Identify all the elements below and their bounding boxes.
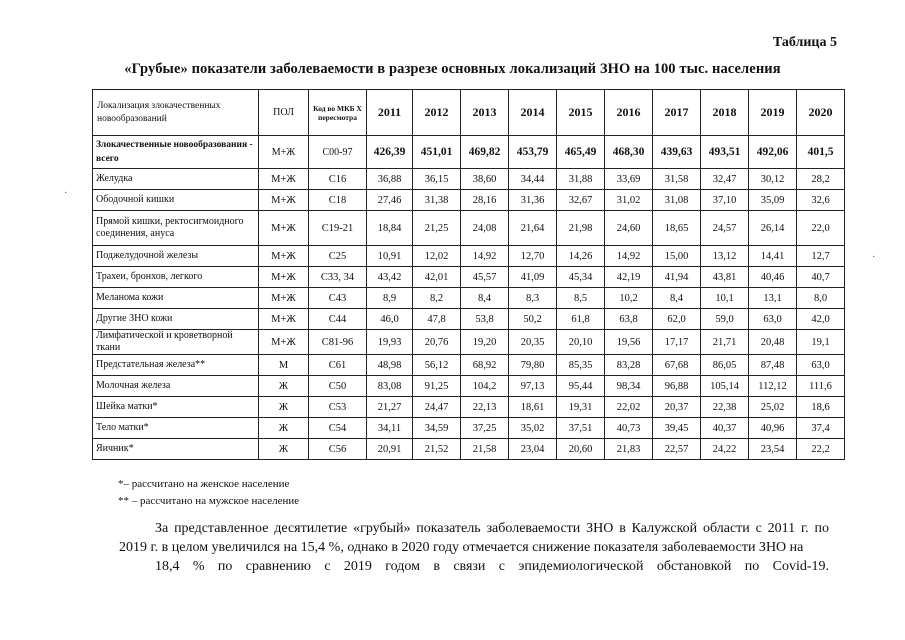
value-cell: 453,79 [509, 136, 557, 169]
value-cell: 40,46 [749, 267, 797, 288]
header-year: 2015 [557, 90, 605, 136]
localization-cell: Меланома кожи [93, 288, 259, 309]
value-cell: 12,70 [509, 246, 557, 267]
value-cell: 41,09 [509, 267, 557, 288]
value-cell: 493,51 [701, 136, 749, 169]
value-cell: 62,0 [653, 309, 701, 330]
value-cell: 68,92 [461, 355, 509, 376]
sex-cell: М+Ж [259, 246, 309, 267]
value-cell: 41,94 [653, 267, 701, 288]
value-cell: 40,37 [701, 418, 749, 439]
table-row [93, 418, 845, 439]
value-cell: 104,2 [461, 376, 509, 397]
table-row [93, 309, 845, 330]
value-cell: 22,0 [797, 211, 845, 246]
table-row [93, 439, 845, 460]
table-row [93, 246, 845, 267]
value-cell: 45,57 [461, 267, 509, 288]
value-cell: 14,41 [749, 246, 797, 267]
localization-cell: Злокачественные новообразования - всего [93, 136, 259, 169]
value-cell: 28,16 [461, 190, 509, 211]
icd-code-cell: С00-97 [309, 136, 367, 169]
value-cell: 13,1 [749, 288, 797, 309]
icd-code-cell: С19-21 [309, 211, 367, 246]
value-cell: 8,3 [509, 288, 557, 309]
value-cell: 22,13 [461, 397, 509, 418]
icd-code-cell: С56 [309, 439, 367, 460]
value-cell: 46,0 [367, 309, 413, 330]
value-cell: 37,51 [557, 418, 605, 439]
value-cell: 465,49 [557, 136, 605, 169]
sex-cell: Ж [259, 376, 309, 397]
value-cell: 39,45 [653, 418, 701, 439]
footnote-male: ** – рассчитано на мужское население [118, 495, 300, 507]
icd-code-cell: С43 [309, 288, 367, 309]
value-cell: 85,35 [557, 355, 605, 376]
value-cell: 27,46 [367, 190, 413, 211]
value-cell: 21,52 [413, 439, 461, 460]
value-cell: 18,61 [509, 397, 557, 418]
icd-code-cell: С54 [309, 418, 367, 439]
value-cell: 31,88 [557, 169, 605, 190]
paragraph-body: За представленное десятилетие «грубый» показатель заболеваемости ЗНО в Калужской области с 2011 г. по 2019 г. в целом увеличился на 15,4 %, однако в 2020 году отмечается снижение показателя заболеваемости ЗНО на [119, 521, 829, 555]
value-cell: 42,0 [797, 309, 845, 330]
header-year: 2013 [461, 90, 509, 136]
value-cell: 34,59 [413, 418, 461, 439]
value-cell: 21,25 [413, 211, 461, 246]
value-cell: 63,8 [605, 309, 653, 330]
icd-code-cell: С16 [309, 169, 367, 190]
sex-cell: М+Ж [259, 330, 309, 355]
value-cell: 19,1 [797, 330, 845, 355]
table-row [93, 288, 845, 309]
header-year: 2014 [509, 90, 557, 136]
icd-code-cell: С25 [309, 246, 367, 267]
value-cell: 19,31 [557, 397, 605, 418]
value-cell: 50,2 [509, 309, 557, 330]
sex-cell: Ж [259, 397, 309, 418]
value-cell: 10,2 [605, 288, 653, 309]
localization-cell: Другие ЗНО кожи [93, 309, 259, 330]
value-cell: 20,91 [367, 439, 413, 460]
margin-mark: · [64, 188, 68, 199]
value-cell: 8,2 [413, 288, 461, 309]
value-cell: 86,05 [701, 355, 749, 376]
value-cell: 20,48 [749, 330, 797, 355]
value-cell: 63,0 [797, 355, 845, 376]
value-cell: 24,60 [605, 211, 653, 246]
footnote-female: *– рассчитано на женское население [118, 478, 290, 490]
value-cell: 17,17 [653, 330, 701, 355]
header-year: 2019 [749, 90, 797, 136]
value-cell: 20,37 [653, 397, 701, 418]
header-year: 2017 [653, 90, 701, 136]
value-cell: 8,4 [461, 288, 509, 309]
value-cell: 96,88 [653, 376, 701, 397]
table-label: Таблица 5 [772, 35, 837, 50]
value-cell: 21,64 [509, 211, 557, 246]
sex-cell: М+Ж [259, 169, 309, 190]
sex-cell: М+Ж [259, 190, 309, 211]
value-cell: 67,68 [653, 355, 701, 376]
table-row [93, 267, 845, 288]
value-cell: 26,14 [749, 211, 797, 246]
value-cell: 47,8 [413, 309, 461, 330]
value-cell: 24,47 [413, 397, 461, 418]
value-cell: 45,34 [557, 267, 605, 288]
value-cell: 32,6 [797, 190, 845, 211]
header-localization: Локализация злокачественных новообразований [93, 90, 259, 136]
icd-code-cell: С50 [309, 376, 367, 397]
page-title: «Грубые» показатели заболеваемости в разрезе основных локализаций ЗНО на 100 тыс. населения [124, 61, 781, 77]
value-cell: 10,1 [701, 288, 749, 309]
margin-mark: · [872, 252, 876, 263]
summary-paragraph [119, 519, 829, 576]
header-year: 2016 [605, 90, 653, 136]
value-cell: 21,98 [557, 211, 605, 246]
table-row [93, 169, 845, 190]
incidence-table [92, 89, 845, 460]
value-cell: 83,28 [605, 355, 653, 376]
value-cell: 8,4 [653, 288, 701, 309]
localization-cell: Трахеи, бронхов, легкого [93, 267, 259, 288]
value-cell: 21,27 [367, 397, 413, 418]
icd-code-cell: С33, 34 [309, 267, 367, 288]
header-year: 2012 [413, 90, 461, 136]
value-cell: 21,71 [701, 330, 749, 355]
localization-cell: Поджелудочной железы [93, 246, 259, 267]
value-cell: 20,35 [509, 330, 557, 355]
value-cell: 36,15 [413, 169, 461, 190]
value-cell: 30,12 [749, 169, 797, 190]
value-cell: 32,67 [557, 190, 605, 211]
value-cell: 79,80 [509, 355, 557, 376]
value-cell: 56,12 [413, 355, 461, 376]
value-cell: 24,08 [461, 211, 509, 246]
table-row [93, 355, 845, 376]
value-cell: 439,63 [653, 136, 701, 169]
value-cell: 401,5 [797, 136, 845, 169]
value-cell: 19,56 [605, 330, 653, 355]
value-cell: 18,84 [367, 211, 413, 246]
value-cell: 43,81 [701, 267, 749, 288]
sex-cell: М [259, 355, 309, 376]
value-cell: 20,60 [557, 439, 605, 460]
value-cell: 31,38 [413, 190, 461, 211]
value-cell: 10,91 [367, 246, 413, 267]
sex-cell: М+Ж [259, 136, 309, 169]
value-cell: 12,02 [413, 246, 461, 267]
table-header-row [93, 90, 845, 136]
value-cell: 111,6 [797, 376, 845, 397]
value-cell: 21,83 [605, 439, 653, 460]
value-cell: 15,00 [653, 246, 701, 267]
localization-cell: Тело матки* [93, 418, 259, 439]
localization-cell: Лимфатической и кроветворной ткани [93, 330, 259, 355]
value-cell: 35,09 [749, 190, 797, 211]
value-cell: 23,54 [749, 439, 797, 460]
value-cell: 18,65 [653, 211, 701, 246]
localization-cell: Предстательная железа** [93, 355, 259, 376]
value-cell: 14,92 [605, 246, 653, 267]
value-cell: 24,22 [701, 439, 749, 460]
value-cell: 19,20 [461, 330, 509, 355]
value-cell: 40,96 [749, 418, 797, 439]
value-cell: 13,12 [701, 246, 749, 267]
value-cell: 95,44 [557, 376, 605, 397]
localization-cell: Прямой кишки, ректосигмоидного соединения, ануса [93, 211, 259, 246]
value-cell: 8,0 [797, 288, 845, 309]
value-cell: 31,58 [653, 169, 701, 190]
table-row [93, 136, 845, 169]
value-cell: 19,93 [367, 330, 413, 355]
value-cell: 87,48 [749, 355, 797, 376]
header-year: 2020 [797, 90, 845, 136]
value-cell: 14,26 [557, 246, 605, 267]
localization-cell: Желудка [93, 169, 259, 190]
localization-cell: Шейка матки* [93, 397, 259, 418]
sex-cell: М+Ж [259, 309, 309, 330]
sex-cell: М+Ж [259, 267, 309, 288]
header-year: 2018 [701, 90, 749, 136]
sex-cell: Ж [259, 439, 309, 460]
value-cell: 33,69 [605, 169, 653, 190]
value-cell: 37,10 [701, 190, 749, 211]
value-cell: 31,02 [605, 190, 653, 211]
value-cell: 34,44 [509, 169, 557, 190]
value-cell: 98,34 [605, 376, 653, 397]
value-cell: 23,04 [509, 439, 557, 460]
table-row [93, 376, 845, 397]
value-cell: 42,01 [413, 267, 461, 288]
value-cell: 61,8 [557, 309, 605, 330]
sex-cell: М+Ж [259, 211, 309, 246]
icd-code-cell: С18 [309, 190, 367, 211]
footnotes [118, 476, 299, 510]
value-cell: 38,60 [461, 169, 509, 190]
table-row [93, 211, 845, 246]
value-cell: 48,98 [367, 355, 413, 376]
value-cell: 24,57 [701, 211, 749, 246]
value-cell: 42,19 [605, 267, 653, 288]
value-cell: 31,36 [509, 190, 557, 211]
value-cell: 25,02 [749, 397, 797, 418]
value-cell: 34,11 [367, 418, 413, 439]
localization-cell: Молочная железа [93, 376, 259, 397]
header-year: 2011 [367, 90, 413, 136]
table-row [93, 330, 845, 355]
value-cell: 59,0 [701, 309, 749, 330]
table-row [93, 397, 845, 418]
icd-code-cell: С44 [309, 309, 367, 330]
icd-code-cell: С81-96 [309, 330, 367, 355]
value-cell: 469,82 [461, 136, 509, 169]
value-cell: 12,7 [797, 246, 845, 267]
value-cell: 492,06 [749, 136, 797, 169]
value-cell: 21,58 [461, 439, 509, 460]
value-cell: 8,5 [557, 288, 605, 309]
value-cell: 468,30 [605, 136, 653, 169]
sex-cell: Ж [259, 418, 309, 439]
value-cell: 451,01 [413, 136, 461, 169]
localization-cell: Яичник* [93, 439, 259, 460]
value-cell: 28,2 [797, 169, 845, 190]
value-cell: 112,12 [749, 376, 797, 397]
value-cell: 18,6 [797, 397, 845, 418]
value-cell: 36,88 [367, 169, 413, 190]
value-cell: 22,38 [701, 397, 749, 418]
value-cell: 426,39 [367, 136, 413, 169]
paragraph-last-line: 18,4 % по сравнению с 2019 годом в связи с эпидемиологической обстановкой по Covid-19. [155, 559, 829, 574]
value-cell: 37,4 [797, 418, 845, 439]
value-cell: 20,76 [413, 330, 461, 355]
value-cell: 63,0 [749, 309, 797, 330]
icd-code-cell: С53 [309, 397, 367, 418]
value-cell: 105,14 [701, 376, 749, 397]
value-cell: 43,42 [367, 267, 413, 288]
header-icd-code: Код во МКБ X пересмотра [309, 90, 367, 136]
value-cell: 20,10 [557, 330, 605, 355]
value-cell: 83,08 [367, 376, 413, 397]
value-cell: 22,02 [605, 397, 653, 418]
value-cell: 31,08 [653, 190, 701, 211]
value-cell: 32,47 [701, 169, 749, 190]
table-row [93, 190, 845, 211]
value-cell: 22,2 [797, 439, 845, 460]
value-cell: 14,92 [461, 246, 509, 267]
header-sex: ПОЛ [259, 90, 309, 136]
value-cell: 35,02 [509, 418, 557, 439]
value-cell: 37,25 [461, 418, 509, 439]
value-cell: 97,13 [509, 376, 557, 397]
value-cell: 40,7 [797, 267, 845, 288]
value-cell: 22,57 [653, 439, 701, 460]
value-cell: 8,9 [367, 288, 413, 309]
icd-code-cell: С61 [309, 355, 367, 376]
value-cell: 40,73 [605, 418, 653, 439]
value-cell: 53,8 [461, 309, 509, 330]
value-cell: 91,25 [413, 376, 461, 397]
sex-cell: М+Ж [259, 288, 309, 309]
localization-cell: Ободочной кишки [93, 190, 259, 211]
